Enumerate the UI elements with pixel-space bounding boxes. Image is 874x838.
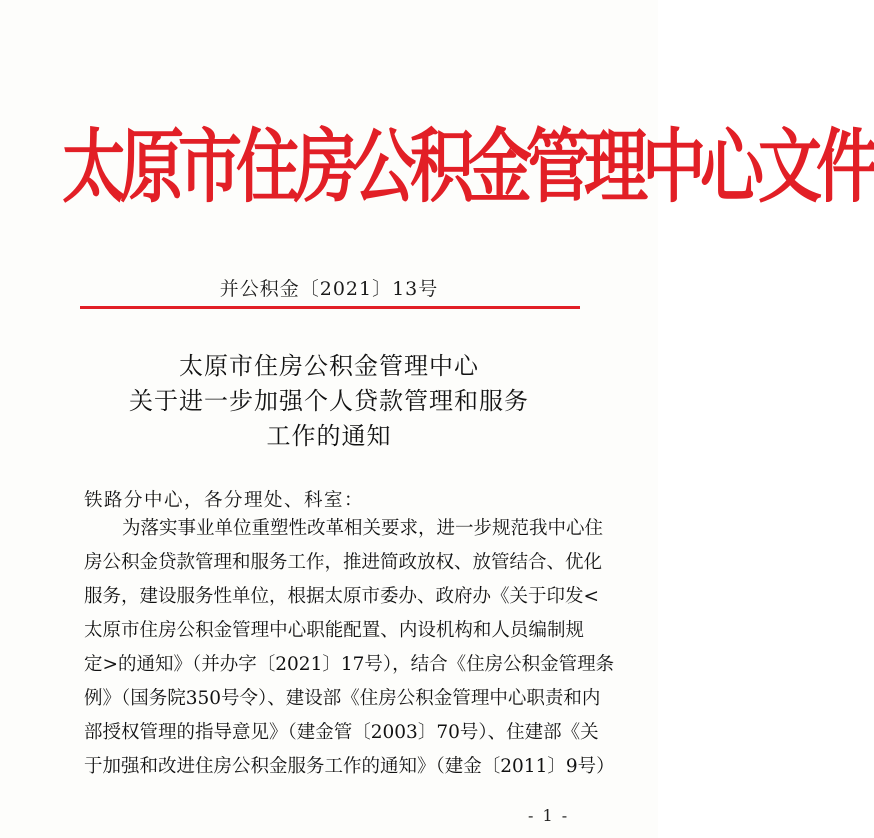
red-divider-line [80, 306, 580, 309]
salutation: 铁路分中心，各分理处、科室： [84, 490, 365, 511]
notice-title-line-1: 太原市住房公积金管理中心 [179, 352, 479, 380]
masthead-title: 太原市住房公积金管理中心文件 [62, 120, 874, 215]
body-line: 服务，建设服务性单位，根据太原市委办、政府办《关于印发< [84, 586, 600, 607]
body-line: 为落实事业单位重塑性改革相关要求，进一步规范我中心住 [122, 518, 604, 539]
document-number: 并公积金〔2021〕13号 [219, 278, 439, 300]
body-line: 房公积金贷款管理和服务工作，推进简政放权、放管结合、优化 [84, 552, 603, 573]
body-line: 部授权管理的指导意见》（建金管〔2003〕70号）、住建部《关 [84, 722, 599, 743]
body-line: 定>的通知》（并办字〔2021〕17号），结合《住房公积金管理条 [84, 654, 615, 675]
notice-title-line-2: 关于进一步加强个人贷款管理和服务 [129, 387, 529, 415]
body-line: 太原市住房公积金管理中心职能配置、内设机构和人员编制规 [84, 620, 584, 641]
page-number: - 1 - [528, 806, 570, 825]
notice-title-line-3: 工作的通知 [266, 422, 392, 450]
body-line: 于加强和改进住房公积金服务工作的通知》（建金〔2011〕9号） [84, 756, 615, 777]
body-line: 例》（国务院350号令）、建设部《住房公积金管理中心职责和内 [84, 688, 601, 709]
